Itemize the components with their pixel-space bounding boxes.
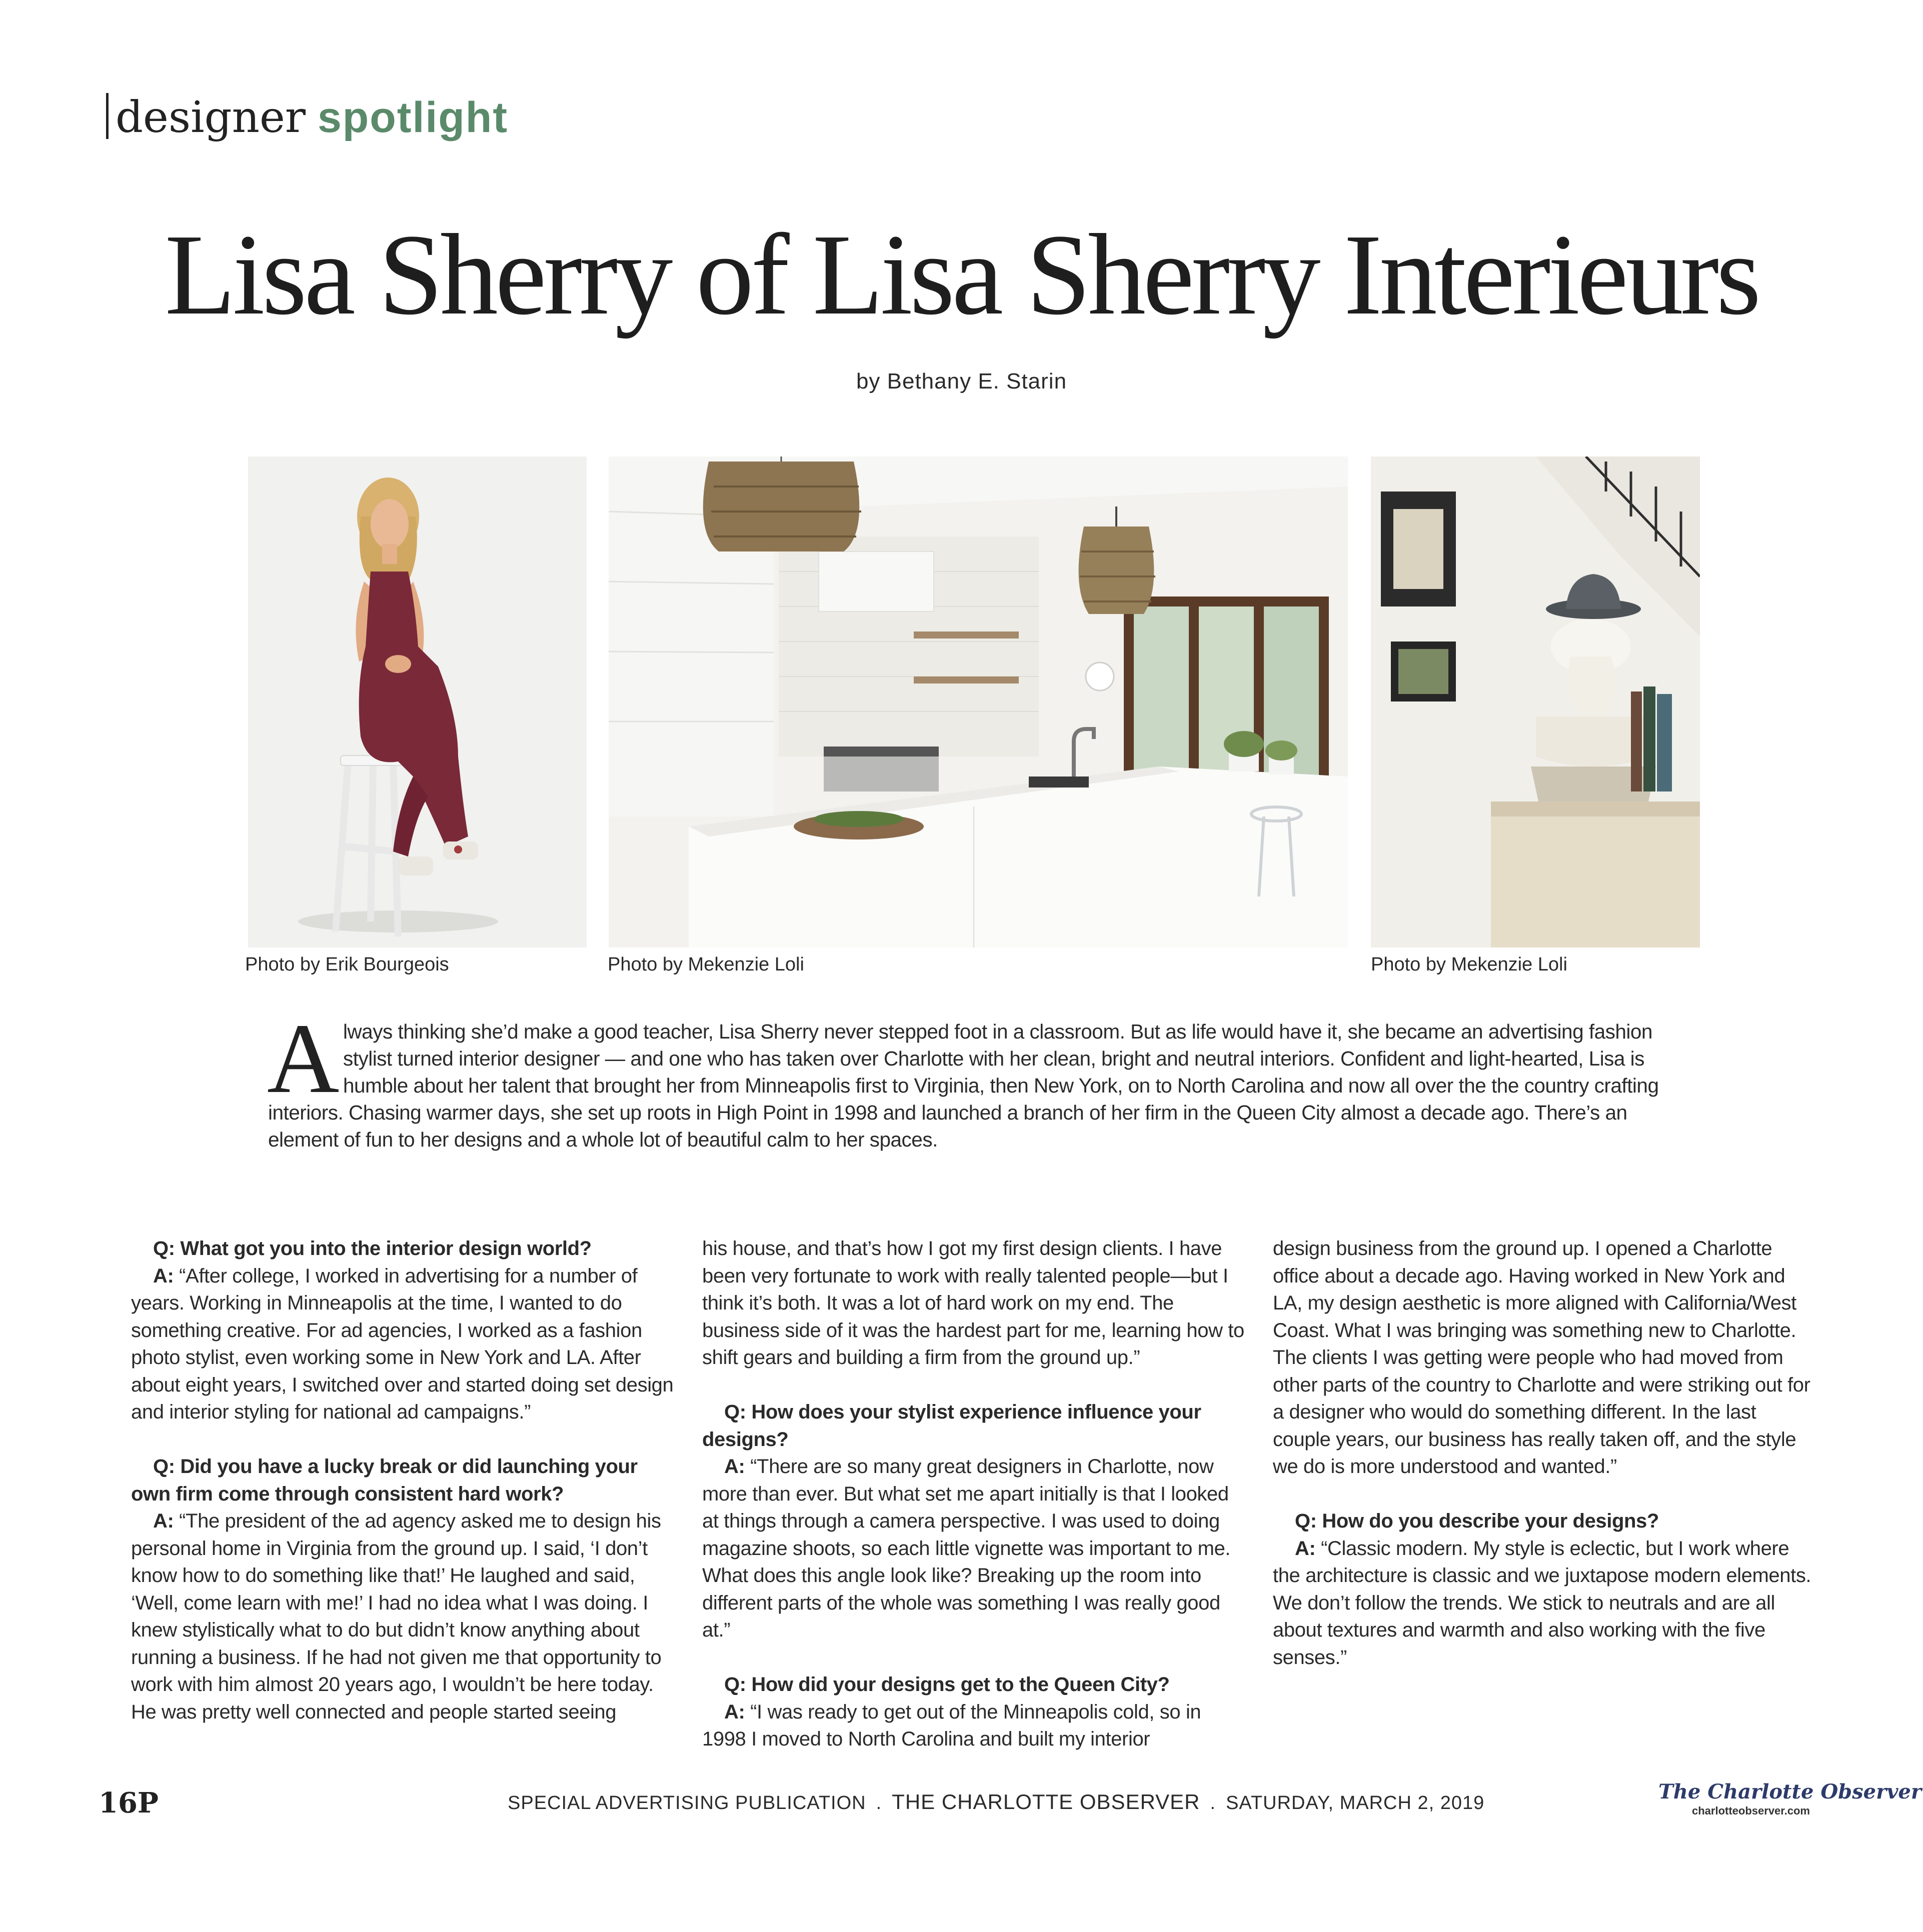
question-1-text: What got you into the interior design world? xyxy=(180,1238,592,1260)
publication-type: SPECIAL ADVERTISING PUBLICATION xyxy=(508,1792,866,1814)
question-label: Q: xyxy=(153,1456,175,1478)
answer-3 xyxy=(702,1453,1247,1644)
answer-label: A: xyxy=(153,1510,174,1532)
answer-4 xyxy=(702,1698,1247,1753)
answer-5 xyxy=(1273,1535,1818,1672)
question-2 xyxy=(131,1453,676,1508)
question-5 xyxy=(1273,1508,1818,1535)
photo-caption-kitchen: Photo by Mekenzie Loli xyxy=(608,954,804,975)
answer-2-continued xyxy=(702,1235,1247,1372)
answer-2-continued-text: his house, and that’s how I got my first design clients. I have been very fortunate to work with really talented people—but I think it’s both. It was a lot of hard work on my end. The business side of it was the hardest part for me, learning how to shift gears and building a firm from the ground up.” xyxy=(702,1238,1244,1368)
decor-photo xyxy=(1371,456,1700,948)
portrait-photo xyxy=(248,456,587,948)
question-label: Q: xyxy=(153,1238,175,1260)
question-label: Q: xyxy=(724,1401,746,1423)
photo-caption-portrait: Photo by Erik Bourgeois xyxy=(245,954,449,975)
answer-4-continued-text: design business from the ground up. I opened a Charlotte office about a decade ago. Having worked in New York and LA, my design aesthetic is more aligned with California/West Coast. What I was bringing was something new to Charlotte. The clients I was getting were people who had moved from other parts of the country to Charlotte and were striking out for a designer who would do something different. In the last couple years, our business has really taken off, and the style we do is more understood and wanted.” xyxy=(1273,1238,1810,1478)
question-3 xyxy=(702,1398,1247,1453)
section-tag xyxy=(106,92,508,142)
publication-date: SATURDAY, MARCH 2, 2019 xyxy=(1226,1792,1485,1814)
answer-4-continued xyxy=(1273,1235,1818,1480)
logo-name: The Charlotte Observer xyxy=(1658,1780,1921,1804)
question-4-text: How did your designs get to the Queen City? xyxy=(751,1674,1170,1696)
question-1 xyxy=(131,1235,676,1262)
answer-label: A: xyxy=(1295,1537,1316,1560)
answer-label: A: xyxy=(724,1456,745,1478)
answer-4-text: “I was ready to get out of the Minneapolis cold, so in 1998 I moved to North Carolina and built my interior xyxy=(702,1700,1201,1750)
question-label: Q: xyxy=(724,1674,746,1696)
intro-paragraph xyxy=(267,1004,1663,1153)
article-column-2 xyxy=(702,1235,1247,1753)
footer-publication-line: SPECIAL ADVERTISING PUBLICATION . THE CHARLOTTE OBSERVER . SATURDAY, MARCH 2, 2019 xyxy=(508,1790,1485,1814)
intro-text: lways thinking she’d make a good teacher, Lisa Sherry never stepped foot in a classroom. But as life would have it, she became an advertising fashion stylist turned interior designer — and one who has taken over Charlotte with her clean, bright and neutral interiors. Confident and light-hearted, Lisa is humble about her talent that brought her from Minneapolis first to Virginia, then New York, on to North Carolina and now all over the the country crafting interiors. Chasing warmer days, she set up roots in High Point in 1998 and launched a branch of her firm in the Queen City almost a decade ago. There’s an element of fun to her designs and a whole lot of beautiful calm to her spaces. xyxy=(268,1020,1659,1151)
section-word-spotlight: spotlight xyxy=(317,94,508,142)
logo-url: charlotteobserver.com xyxy=(1692,1804,1810,1817)
section-word-designer: designer xyxy=(116,92,306,142)
answer-label: A: xyxy=(724,1700,745,1723)
decor-illustration xyxy=(1371,456,1700,948)
kitchen-illustration xyxy=(609,456,1348,948)
answer-label: A: xyxy=(153,1264,174,1287)
question-3-text: How does your stylist experience influence your designs? xyxy=(702,1401,1201,1450)
newspaper-logo xyxy=(1658,1780,1921,1818)
article-column-3 xyxy=(1273,1235,1818,1671)
question-label: Q: xyxy=(1295,1510,1317,1532)
article-title: Lisa Sherry of Lisa Sherry Interieurs xyxy=(165,210,1758,339)
answer-3-text: “There are so many great designers in Charlotte, now more than ever. But what set me apart initially is that I looked at things through a camera perspective. I was used to doing magazine shoots, so each little vignette was important to me. What does this angle look like? Breaking up the room into different parts of the whole was something I was really good at.” xyxy=(702,1456,1231,1641)
answer-5-text: “Classic modern. My style is eclectic, but I work where the architecture is classic and we juxtapose modern elements. We don’t follow the trends. We stick to neutrals and are all about textures and warmth and also working with the five senses.” xyxy=(1273,1537,1811,1668)
answer-1 xyxy=(131,1262,676,1426)
photo-caption-decor: Photo by Mekenzie Loli xyxy=(1371,954,1567,975)
answer-2-text: “The president of the ad agency asked me to design his personal home in Virginia from the ground up. I said, ‘I don’t know how to do something like that!’ He laughed and said, ‘Well, come learn with me!’ I had no idea what I was doing. I knew stylistically what to do but didn’t know anything about running a business. If he had not given me that opportunity to work with him almost 20 years ago, I wouldn’t be here today. He was pretty well connected and people started seeing xyxy=(131,1510,662,1723)
answer-1-text: “After college, I worked in advertising for a number of years. Working in Minneapolis at the time, I wanted to do something creative. For ad agencies, I worked as a fashion photo stylist, even working some in New York and LA. After about eight years, I switched over and started doing set design and interior styling for national ad campaigns.” xyxy=(131,1264,674,1423)
newspaper-name: THE CHARLOTTE OBSERVER xyxy=(892,1790,1200,1814)
portrait-illustration xyxy=(248,456,587,948)
byline: by Bethany E. Starin xyxy=(856,369,1067,394)
drop-cap: A xyxy=(267,1004,339,1114)
question-5-text: How do you describe your designs? xyxy=(1322,1510,1659,1532)
section-divider xyxy=(106,93,109,139)
question-2-text: Did you have a lucky break or did launching your own firm come through consistent hard work? xyxy=(131,1456,638,1505)
page-number: 16P xyxy=(99,1786,159,1820)
kitchen-photo xyxy=(609,456,1348,948)
question-4 xyxy=(702,1671,1247,1698)
article-column-1 xyxy=(131,1235,676,1726)
answer-2 xyxy=(131,1508,676,1726)
